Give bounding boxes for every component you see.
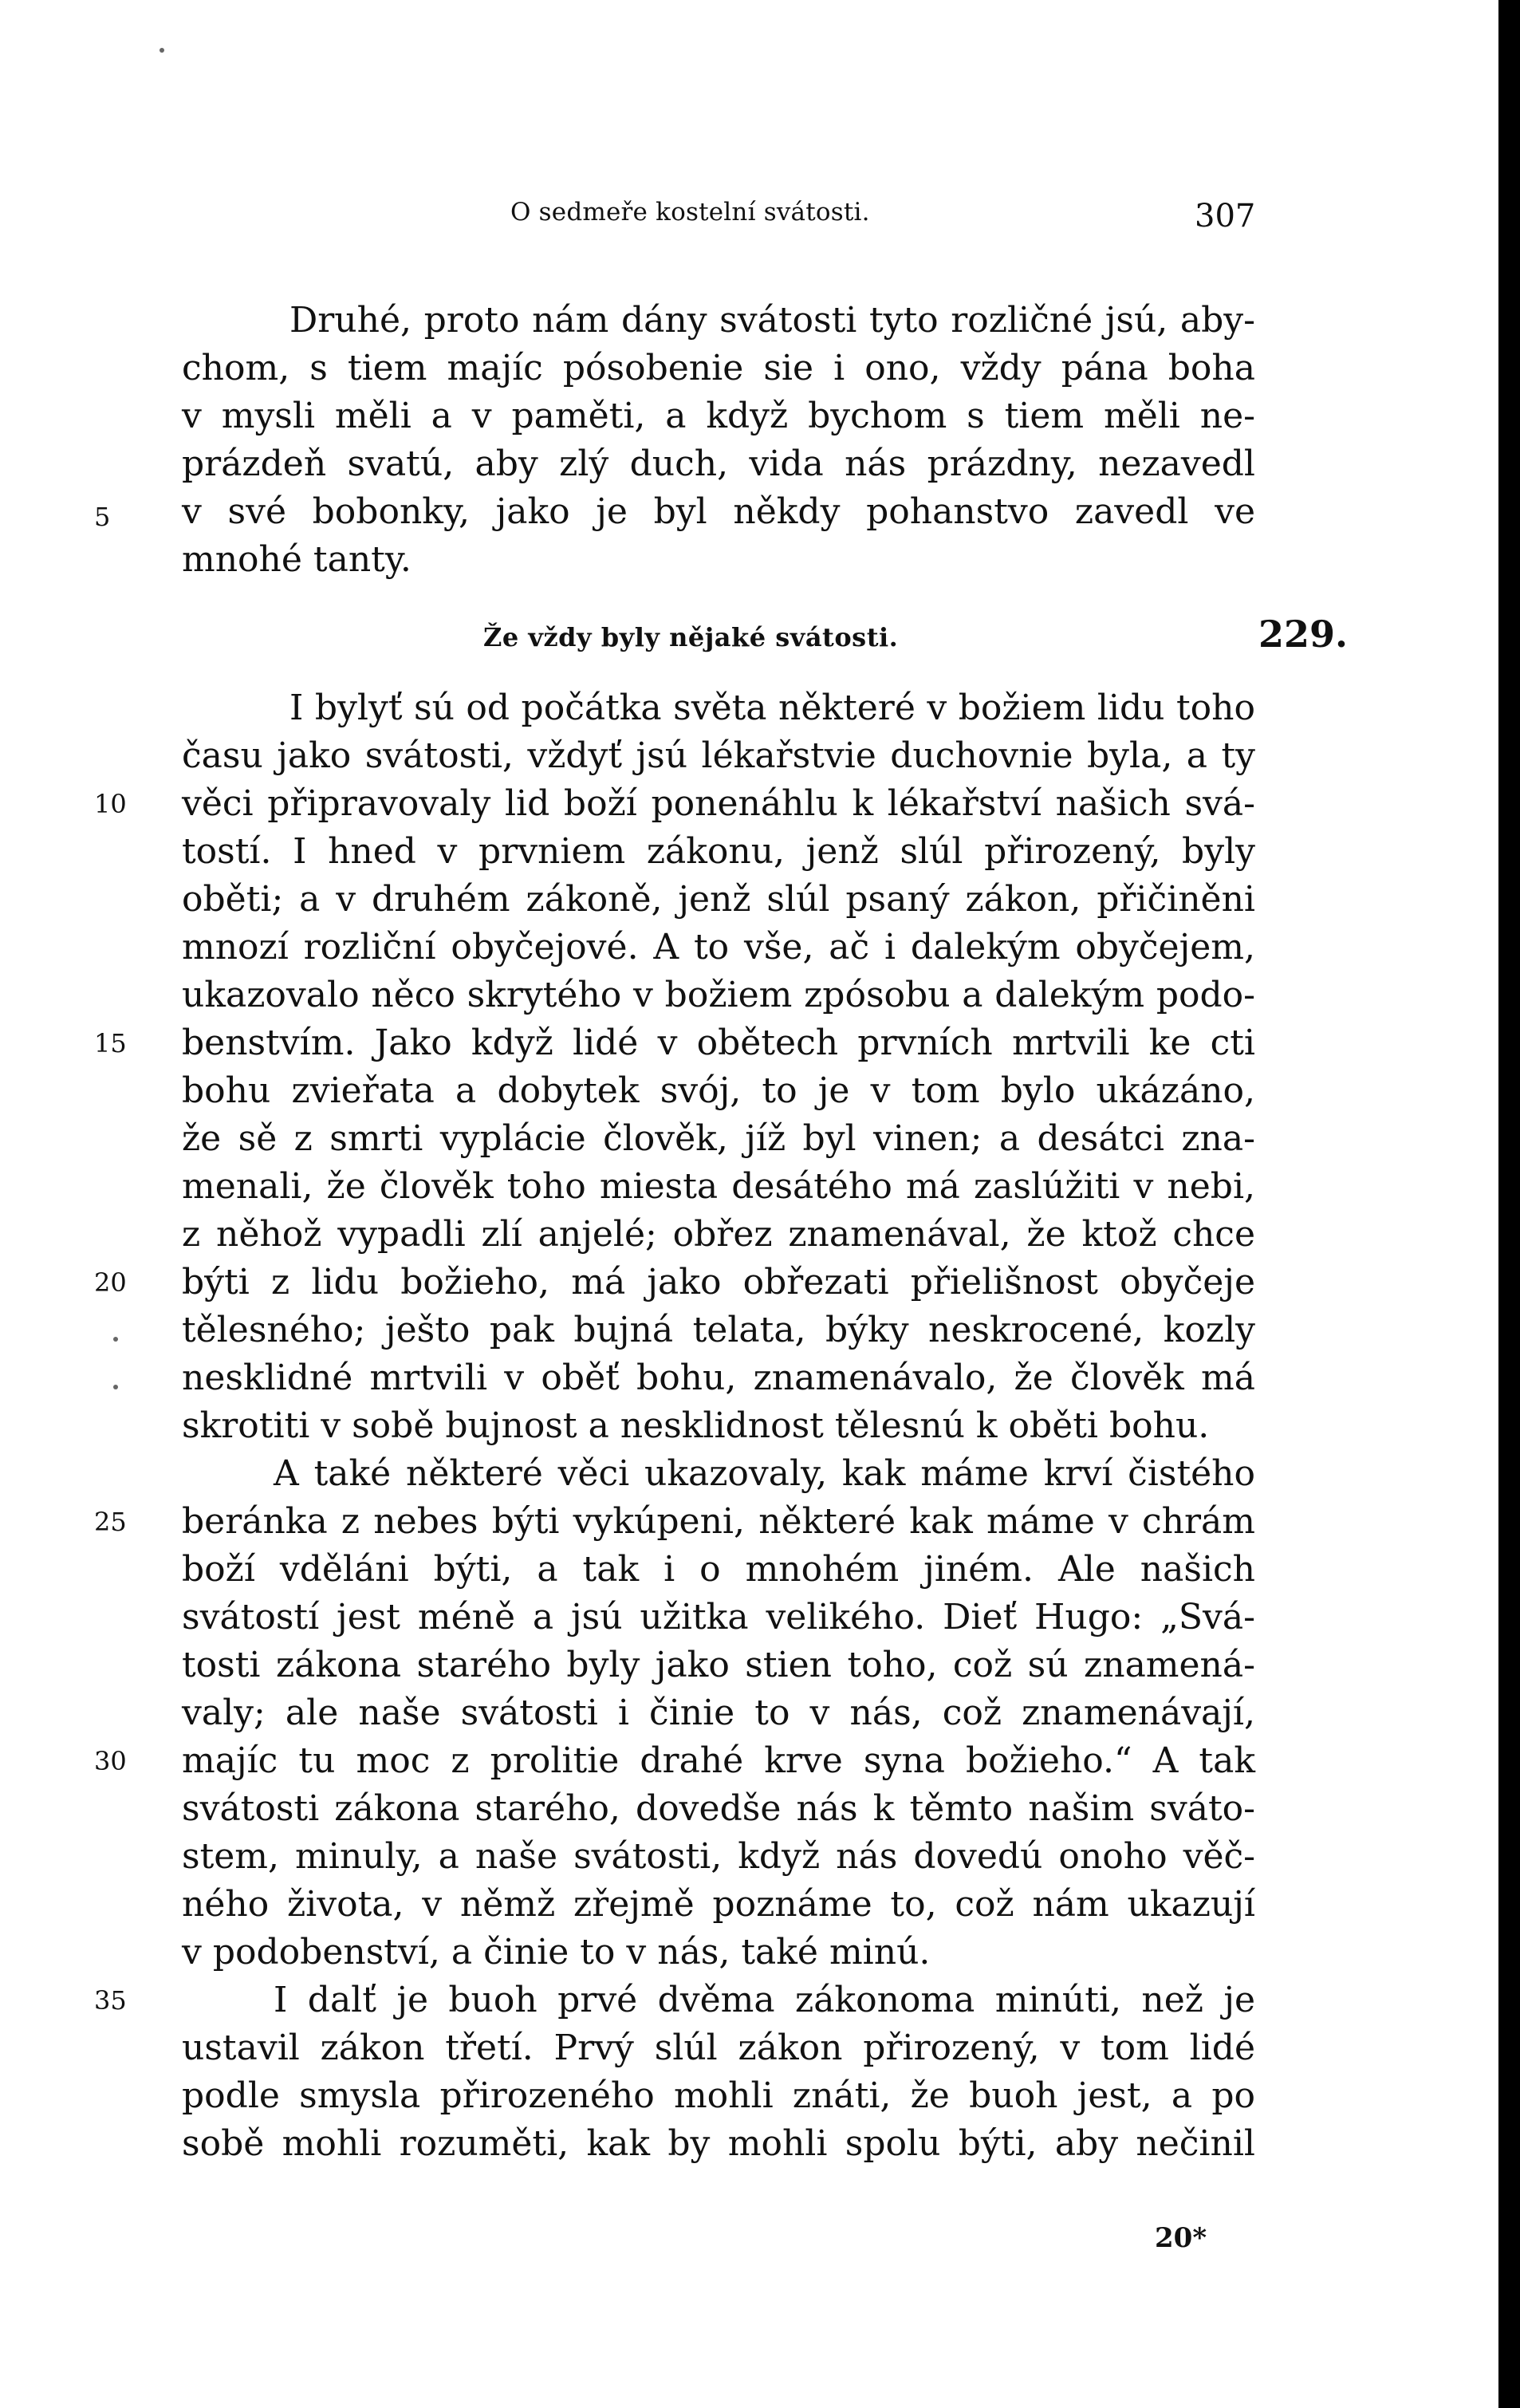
scan-speck bbox=[159, 48, 164, 53]
text-line: Druhé, proto nám dány svátosti tyto rozličné jsú, aby- bbox=[289, 300, 1255, 341]
scan-right-edge bbox=[1498, 0, 1520, 2408]
text-line: tosti zákona starého byly jako stien toho, což sú znamená- bbox=[182, 1645, 1255, 1685]
running-header: O sedmeře kostelní svátosti. bbox=[510, 198, 870, 227]
line-number: 15 bbox=[94, 1028, 127, 1058]
text-line: svátosti zákona starého, dovedše nás k těmto našim sváto- bbox=[182, 1788, 1255, 1829]
text-line: sobě mohli rozuměti, kak by mohli spolu býti, aby nečinil bbox=[182, 2123, 1255, 2164]
text-line: bohu zvieřata a dobytek svój, to je v tom bylo ukázáno, bbox=[182, 1070, 1255, 1111]
text-line: stem, minuly, a naše svátosti, když nás dovedú onoho věč- bbox=[182, 1836, 1255, 1877]
signature-mark: 20* bbox=[1155, 2222, 1207, 2254]
text-line: tostí. I hned v prvniem zákonu, jenž slúl přirozený, byly bbox=[182, 831, 1255, 872]
text-line: tělesného; ješto pak bujná telata, býky neskrocené, kozly bbox=[182, 1310, 1255, 1350]
text-line: v mysli měli a v paměti, a když bychom s tiem měli ne- bbox=[182, 396, 1255, 436]
text-line: boží vděláni býti, a tak i o mnohém jiném. Ale našich bbox=[182, 1549, 1255, 1590]
text-line: chom, s tiem majíc pósobenie sie i ono, vždy pána boha bbox=[182, 348, 1255, 388]
text-line: svátostí jest méně a jsú užitka velikého. Dieť Hugo: „Svá- bbox=[182, 1597, 1255, 1638]
text-line: I dalť je buoh prvé dvěma zákonoma minúti, než je bbox=[274, 1980, 1255, 2020]
text-line: ustavil zákon třetí. Prvý slúl zákon přirozený, v tom lidé bbox=[182, 2028, 1255, 2068]
text-line: ného života, v němž zřejmě poznáme to, což nám ukazují bbox=[182, 1884, 1255, 1925]
line-number: 5 bbox=[94, 502, 111, 532]
scan-speck bbox=[113, 1337, 118, 1342]
page-number: 307 bbox=[1195, 198, 1256, 234]
text-line: prázdeň svatú, aby zlý duch, vida nás prázdny, nezavedl bbox=[182, 443, 1255, 484]
line-number: 25 bbox=[94, 1507, 127, 1537]
section-number: 229. bbox=[1258, 613, 1349, 656]
text-line: mnozí rozliční obyčejové. A to vše, ač i dalekým obyčejem, bbox=[182, 927, 1255, 968]
scan-speck bbox=[113, 1385, 118, 1389]
text-line: býti z lidu božieho, má jako obřezati přielišnost obyčeje bbox=[182, 1262, 1255, 1303]
text-line: věci připravovaly lid boží ponenáhlu k lékařství našich svá- bbox=[182, 783, 1255, 824]
section-heading: Že vždy byly nějaké svátosti. bbox=[483, 622, 899, 652]
text-line: z něhož vypadli zlí anjelé; obřez znamenával, že ktož chce bbox=[182, 1214, 1255, 1255]
text-line: v své bobonky, jako je byl někdy pohanstvo zavedl ve bbox=[182, 491, 1255, 532]
line-number: 20 bbox=[94, 1267, 127, 1298]
text-line: mnohé tanty. bbox=[182, 539, 412, 580]
text-line: benstvím. Jako když lidé v obětech prvních mrtvili ke cti bbox=[182, 1023, 1255, 1063]
text-line: oběti; a v druhém zákoně, jenž slúl psaný zákon, přičiněni bbox=[182, 879, 1255, 920]
text-line: beránka z nebes býti vykúpeni, některé kak máme v chrám bbox=[182, 1501, 1255, 1542]
text-line: skrotiti v sobě bujnost a nesklidnost tělesnú k oběti bohu. bbox=[182, 1405, 1210, 1446]
text-line: majíc tu moc z prolitie drahé krve syna božieho.“ A tak bbox=[182, 1740, 1255, 1781]
line-number: 30 bbox=[94, 1746, 127, 1776]
text-line: menali, že člověk toho miesta desátého má zaslúžiti v nebi, bbox=[182, 1166, 1255, 1207]
text-line: že sě z smrti vyplácie člověk, jíž byl vinen; a desátci zna- bbox=[182, 1118, 1255, 1159]
line-number: 10 bbox=[94, 789, 127, 819]
text-line: času jako svátosti, vždyť jsú lékařstvie duchovnie byla, a ty bbox=[182, 735, 1255, 776]
text-line: podle smysla přirozeného mohli znáti, že buoh jest, a po bbox=[182, 2075, 1255, 2116]
text-line: I bylyť sú od počátka světa některé v božiem lidu toho bbox=[289, 688, 1255, 728]
text-line: ukazovalo něco skrytého v božiem zpósobu a dalekým podo- bbox=[182, 975, 1255, 1015]
text-line: valy; ale naše svátosti i činie to v nás, což znamenávají, bbox=[182, 1693, 1255, 1733]
text-line: A také některé věci ukazovaly, kak máme krví čistého bbox=[274, 1453, 1255, 1494]
line-number: 35 bbox=[94, 1985, 127, 2016]
text-line: nesklidné mrtvili v oběť bohu, znamenávalo, že člověk má bbox=[182, 1358, 1255, 1398]
text-line: v podobenství, a činie to v nás, také minú. bbox=[182, 1932, 931, 1973]
